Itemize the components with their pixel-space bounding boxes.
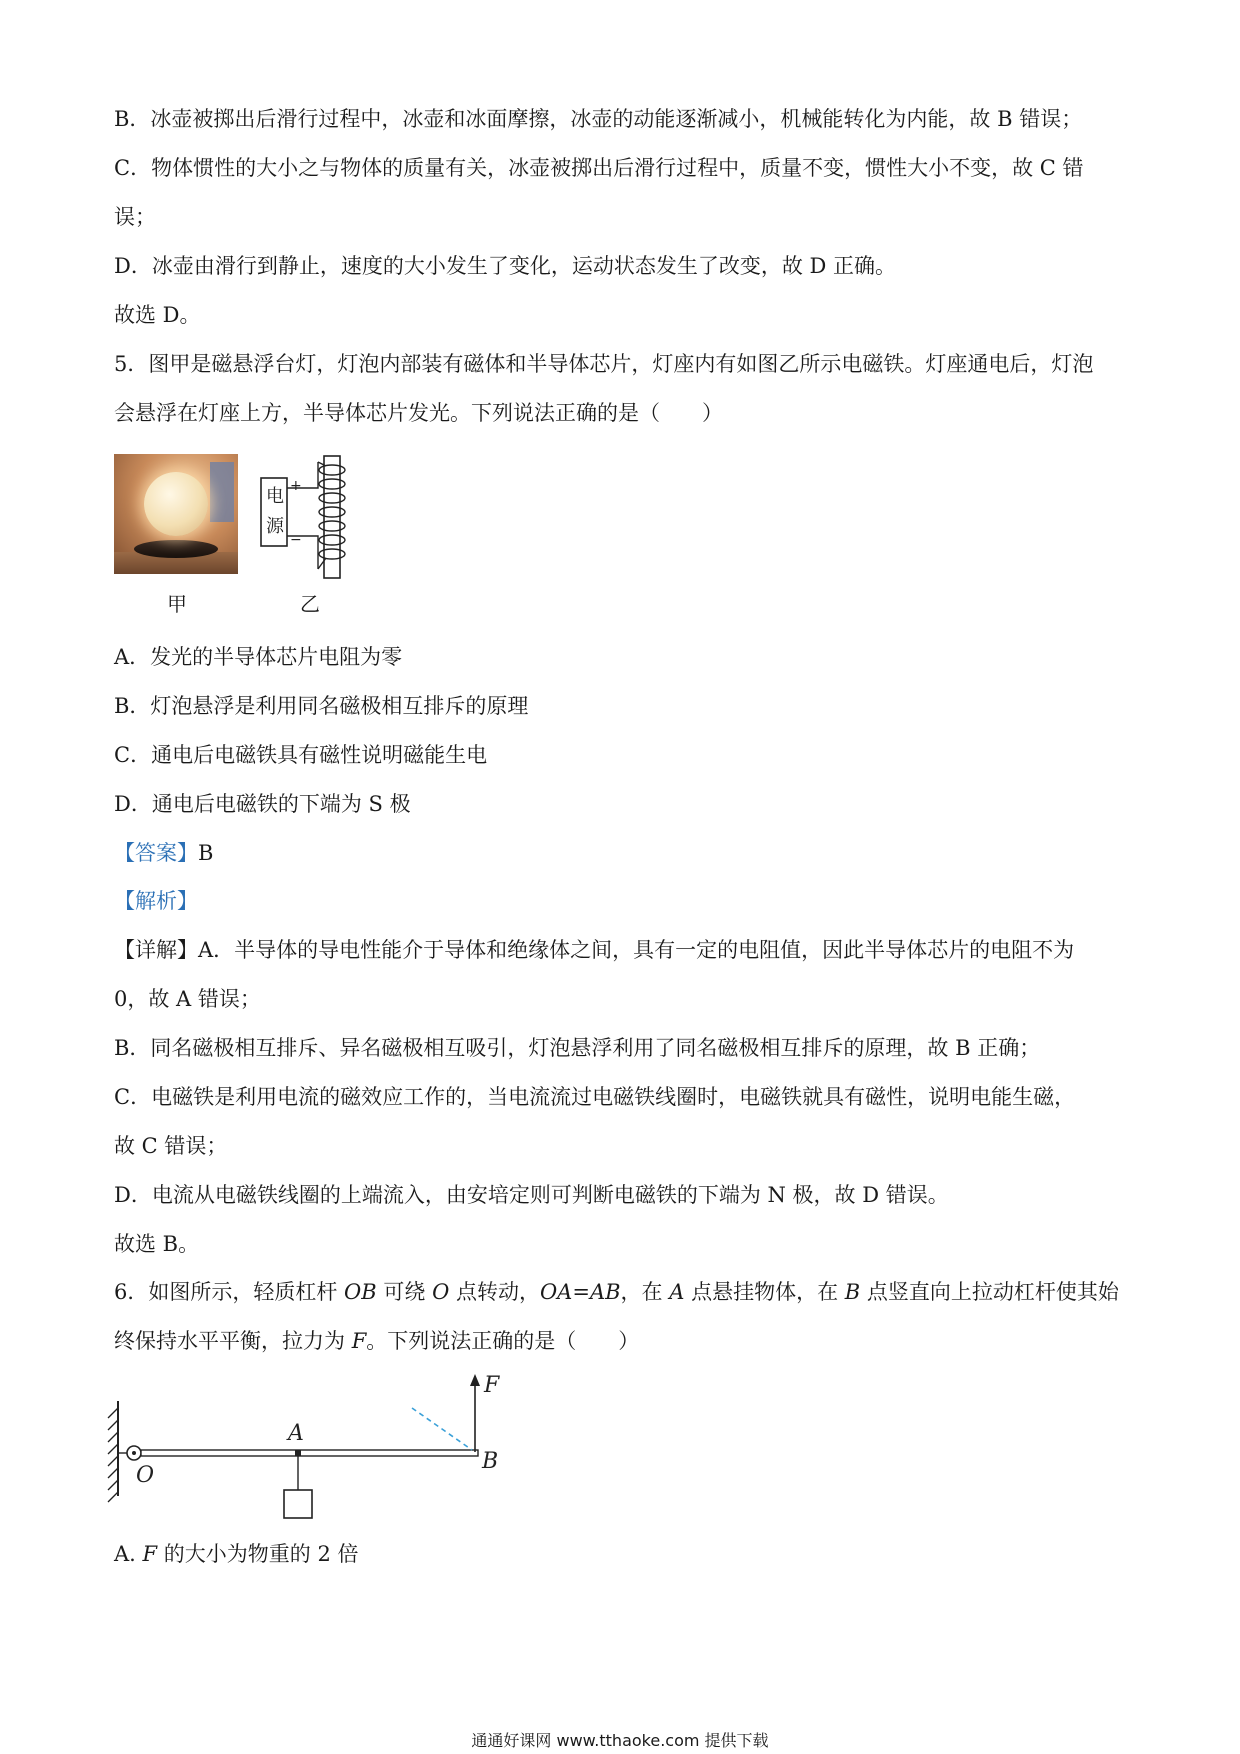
question-5-option-a: A．发光的半导体芯片电阻为零	[114, 645, 403, 669]
label-o: O	[136, 1463, 155, 1488]
text-line-option-c-explanation: C．物体惯性的大小之与物体的质量有关，冰壶被掷出后滑行过程中，质量不变，惯性大小不变，故 C 错	[114, 156, 1084, 180]
page-footer: 通通好课网 www.tthaoke.com 提供下载	[471, 1731, 769, 1750]
text-line-option-c-continued: 误；	[114, 205, 156, 229]
q6-text: 6．如图所示，轻质杠杆	[114, 1280, 345, 1304]
question-5-option-b: B．灯泡悬浮是利用同名磁极相互排斥的原理	[114, 694, 529, 718]
detail-line-6: D．电流从电磁铁线圈的上端流入，由安培定则可判断电磁铁的下端为 N 极，故 D 错误。	[114, 1183, 949, 1207]
detail-line-1: 【详解】A．半导体的导电性能介于导体和绝缘体之间，具有一定的电阻值，因此半导体芯片的电阻不为	[114, 938, 1075, 962]
answer-tag: 【答案】	[114, 841, 198, 865]
detail-line-2: 0，故 A 错误；	[114, 987, 261, 1011]
answer-value: B	[198, 841, 214, 865]
q6-text: 终保持水平平衡，拉力为	[114, 1329, 352, 1353]
figure-caption-jia: 甲	[167, 592, 187, 616]
q6-o: O	[432, 1280, 450, 1304]
q6-oa-eq-ab: OA=AB	[539, 1280, 621, 1304]
q6-text: ，在	[620, 1280, 670, 1304]
label-b: B	[482, 1449, 499, 1474]
lever-diagram	[112, 1368, 512, 1528]
text-line-option-d-explanation: D．冰壶由滑行到静止，速度的大小发生了变化，运动状态发生了改变，故 D 正确。	[114, 254, 897, 278]
question-6-line-1	[114, 1278, 1119, 1306]
q6-text: 点悬挂物体，在	[684, 1280, 845, 1304]
answer-row	[114, 839, 213, 867]
q6-f: F	[351, 1329, 367, 1353]
q6-a: A	[669, 1280, 685, 1304]
text-line-choose-d: 故选 D。	[114, 303, 201, 327]
q6-ob: OB	[344, 1280, 377, 1304]
figure-caption-yi: 乙	[300, 592, 320, 616]
power-label-1: 电	[266, 486, 284, 507]
plus-sign: +	[290, 478, 302, 494]
q6-text: 可绕	[376, 1280, 433, 1304]
q6-option-a-prefix: A.	[114, 1542, 143, 1566]
q6-text: 点转动，	[449, 1280, 540, 1304]
question-5-option-c: C．通电后电磁铁具有磁性说明磁能生电	[114, 743, 488, 767]
minus-sign: −	[290, 532, 302, 548]
power-label-2: 源	[266, 516, 284, 537]
q6-b: B	[844, 1280, 861, 1304]
label-a: A	[288, 1421, 304, 1446]
label-f: F	[484, 1373, 500, 1398]
q6-option-a-text: 的大小为物重的 2 倍	[157, 1542, 359, 1566]
analysis-tag: 【解析】	[114, 889, 198, 913]
detail-line-5: 故 C 错误；	[114, 1134, 228, 1158]
detail-line-3: B．同名磁极相互排斥、异名磁极相互吸引，灯泡悬浮利用了同名磁极相互排斥的原理，故 B 正确；	[114, 1036, 1041, 1060]
question-6-option-a	[114, 1540, 359, 1568]
q6-option-a-f: F	[142, 1542, 158, 1566]
maglev-lamp-photo	[114, 454, 238, 574]
q6-text: 。下列说法正确的是（ ）	[366, 1329, 640, 1353]
text-line-option-b-explanation: B．冰壶被掷出后滑行过程中，冰壶和冰面摩擦，冰壶的动能逐渐减小，机械能转化为内能，故 B 错误；	[114, 107, 1083, 131]
q6-text: 点竖直向上拉动杠杆使其始	[860, 1280, 1119, 1304]
question-5-line-1: 5．图甲是磁悬浮台灯，灯泡内部装有磁体和半导体芯片，灯座内有如图乙所示电磁铁。灯座通电后，灯泡	[114, 352, 1094, 376]
detail-line-7: 故选 B。	[114, 1232, 200, 1256]
question-5-option-d: D．通电后电磁铁的下端为 S 极	[114, 792, 411, 816]
electromagnet-diagram	[258, 454, 358, 584]
question-6-line-2	[114, 1327, 639, 1355]
question-5-line-2: 会悬浮在灯座上方，半导体芯片发光。下列说法正确的是（ ）	[114, 401, 723, 425]
detail-line-4: C．电磁铁是利用电流的磁效应工作的，当电流流过电磁铁线圈时，电磁铁就具有磁性，说明电能生磁，	[114, 1085, 1076, 1109]
